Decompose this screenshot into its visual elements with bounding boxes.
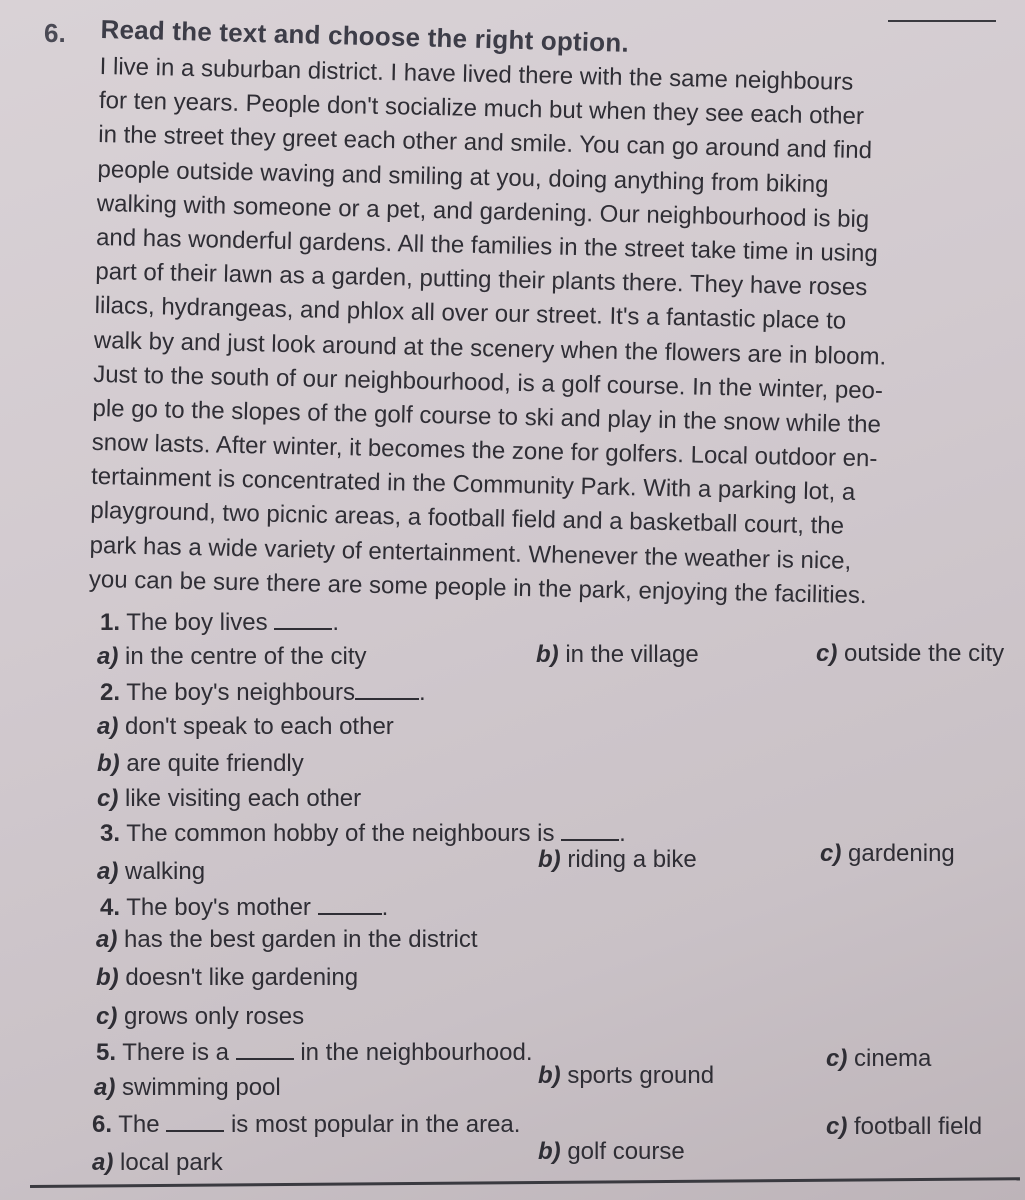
question-stem [92,1110,520,1139]
option-letter: b) [538,1138,561,1165]
option-text: don't speak to each other [125,713,394,740]
option-b[interactable] [538,846,697,874]
exercise-number: 6. [44,18,66,48]
passage-line: park has a wide variety of entertainment. Whenever the weather is nice, [89,531,852,575]
option-text: like visiting each other [125,785,362,812]
option-letter: c) [826,1045,848,1072]
option-letter: a) [97,713,119,740]
option-text: in the centre of the city [125,643,367,670]
question-stem [100,819,626,848]
question-stem [100,893,388,922]
option-text: sports ground [567,1062,715,1089]
passage-line: snow lasts. After winter, it becomes the zone for golfers. Local outdoor en- [91,428,878,473]
passage-line: Just to the south of our neighbourhood, is a golf course. In the winter, peo- [92,360,884,405]
option-a[interactable] [92,1149,223,1177]
passage-line: in the street they greet each other and smile. You can go around and find [97,121,873,165]
option-text: riding a bike [567,846,697,873]
question-text-end: . [332,609,339,636]
option-letter: a) [92,1149,114,1176]
answer-blank[interactable] [166,1110,224,1132]
option-a[interactable] [97,713,394,741]
exercise-title: Read the text and choose the right option. [100,14,630,58]
option-text: in the village [565,641,699,668]
option-text: are quite friendly [126,750,304,777]
passage-line: and has wonderful gardens. All the families in the street take time in using [95,223,879,268]
option-text: doesn't like gardening [125,964,359,991]
option-letter: c) [97,785,119,812]
question-stem [96,1038,533,1067]
option-text: has the best garden in the district [124,926,478,953]
answer-blank[interactable] [274,608,332,630]
option-letter: c) [816,640,838,667]
passage-line: walking with someone or a pet, and gardening. Our neighbourhood is big [96,189,870,233]
option-text: walking [125,858,206,885]
option-b[interactable] [97,750,304,778]
option-b[interactable] [538,1062,714,1090]
question-text-end: . [381,894,389,921]
passage-line: walk by and just look around at the scenery when the flowers are in bloom. [93,326,887,371]
passage-line: for ten years. People don't socialize much but when they see each other [98,87,865,131]
question-number: 6. [92,1111,113,1138]
bottom-divider [30,1177,1020,1188]
passage-line: ple go to the slopes of the golf course to ski and play in the snow while the [92,394,882,439]
passage-line: I live in a suburban district. I have lived there with the same neighbours [99,52,854,96]
option-c[interactable] [826,1113,982,1141]
question-text: The boy's mother [126,894,311,921]
option-letter: c) [826,1113,848,1140]
option-letter: b) [97,750,120,777]
question-number: 4. [100,894,121,921]
question-text: The boy lives [126,609,268,636]
question-text: There is a [122,1039,229,1066]
question-text-end: is most popular in the area. [230,1111,521,1138]
option-text: golf course [567,1138,685,1165]
reading-passage [89,52,1020,618]
option-text: local park [120,1149,223,1176]
question-text: The boy's neighbours [126,679,355,706]
question-text: The common hobby of the neighbours is [126,820,555,847]
option-letter: a) [96,926,118,953]
option-c[interactable] [820,840,955,868]
option-a[interactable] [94,1074,281,1102]
option-letter: c) [820,840,842,867]
option-text: cinema [854,1045,932,1072]
option-a[interactable] [96,926,478,954]
answer-blank[interactable] [318,893,382,915]
option-letter: a) [94,1074,116,1101]
question-text-end: . [418,679,426,706]
option-text: gardening [848,840,955,867]
answer-blank[interactable] [355,678,419,700]
option-c[interactable] [96,1003,304,1031]
top-answer-line [888,20,996,22]
option-b[interactable] [536,641,699,669]
passage-line: lilacs, hydrangeas, and phlox all over our street. It's a fantastic place to [94,292,847,335]
answer-blank[interactable] [236,1038,294,1060]
passage-line: tertainment is concentrated in the Community Park. With a parking lot, a [90,463,856,507]
option-b[interactable] [96,964,358,992]
option-letter: b) [538,846,561,873]
passage-line: part of their lawn as a garden, putting their plants there. They have roses [95,258,868,302]
question-text-end: in the neighbourhood. [300,1039,533,1066]
option-letter: b) [96,964,119,991]
question-number: 2. [100,679,121,706]
option-letter: a) [97,643,119,670]
question-text: The [118,1111,160,1138]
option-a[interactable] [97,858,205,886]
option-b[interactable] [538,1138,685,1166]
question-number: 1. [100,609,121,636]
passage-line: playground, two picnic areas, a football field and a basketball court, the [90,497,845,541]
option-text: football field [854,1113,983,1140]
option-letter: c) [96,1003,118,1030]
question-stem [100,678,426,707]
option-c[interactable] [97,785,361,813]
option-text: grows only roses [124,1003,305,1030]
question-text-end: . [619,820,626,847]
option-letter: b) [536,641,559,668]
passage-line: people outside waving and smiling at you, doing anything from biking [97,155,829,198]
option-letter: a) [97,858,119,885]
option-c[interactable] [816,640,1004,668]
option-c[interactable] [826,1045,931,1073]
question-number: 3. [100,820,121,847]
option-text: swimming pool [122,1074,281,1101]
option-a[interactable] [97,643,366,671]
question-stem [100,608,339,637]
question-number: 5. [96,1039,117,1066]
passage-line: you can be sure there are some people in the park, enjoying the facilities. [88,565,867,609]
answer-blank[interactable] [561,819,619,841]
option-text: outside the city [844,640,1005,667]
option-letter: b) [538,1062,561,1089]
